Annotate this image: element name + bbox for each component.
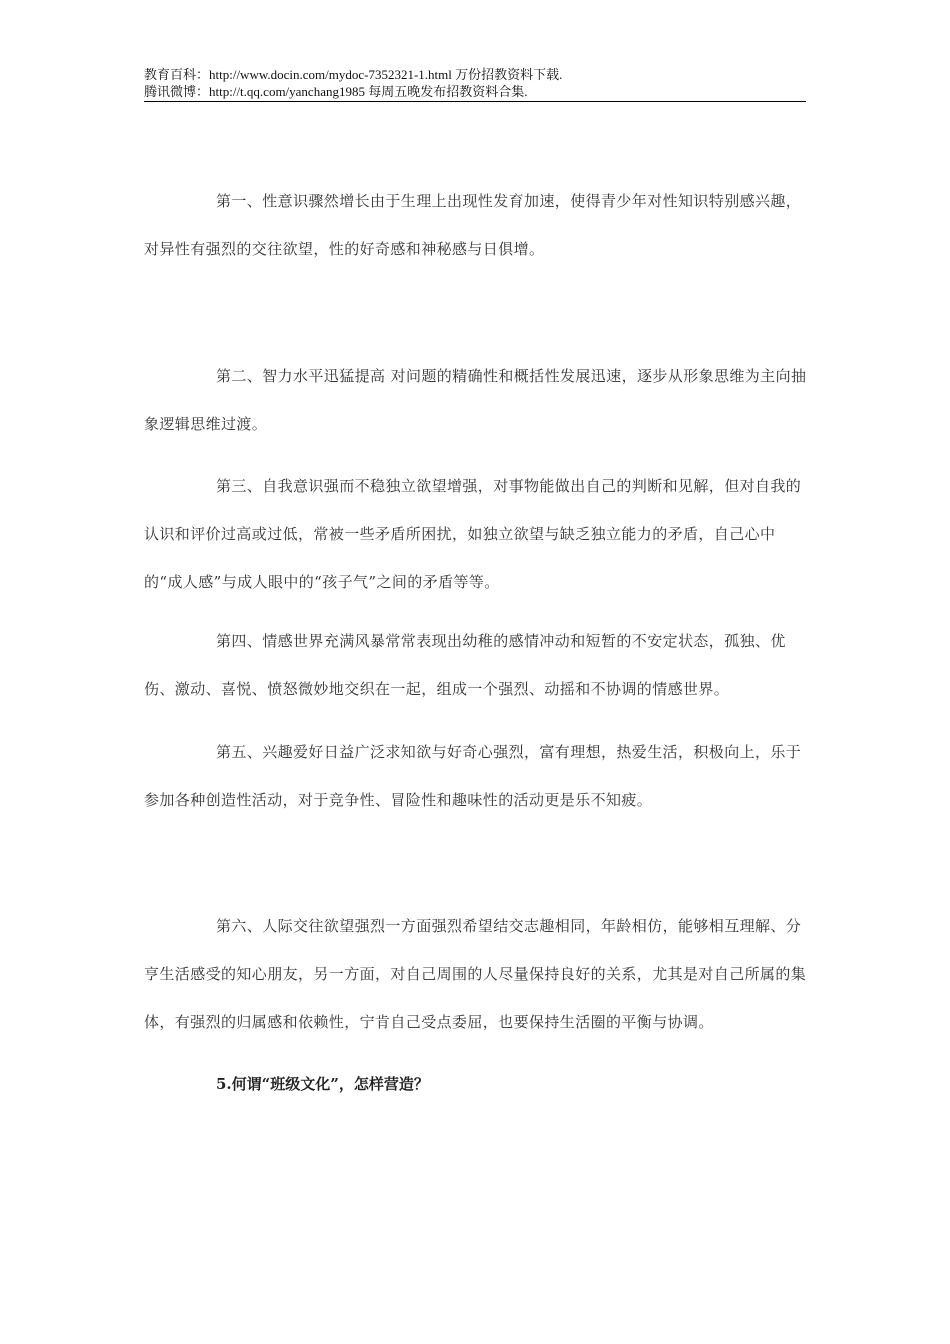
header-line-docin: 教育百科：http://www.docin.com/mydoc-7352321-1.html 万份招教资料下载. bbox=[144, 67, 563, 82]
paragraph-6: 第六、人际交往欲望强烈一方面强烈希望结交志趣相同，年龄相仿，能够相互理解、分亨生活感受的知心朋友，另一方面，对自己周围的人尽量保持良好的关系，尤其是对自己所属的集体，有强烈的归属感和依赖性，宁肯自己受点委屈，也要保持生活圈的平衡与协调。 bbox=[144, 917, 807, 1031]
paragraph-5: 第五、兴趣爱好日益广泛求知欲与好奇心强烈，富有理想，热爱生活，积极向上，乐于参加各种创造性活动，对于竞争性、冒险性和趣味性的活动更是乐不知疲。 bbox=[144, 743, 802, 809]
paragraph-2: 第二、智力水平迅猛提高 对问题的精确性和概括性发展迅速，逐步从形象思维为主向抽象逻辑思维过渡。 bbox=[144, 367, 807, 433]
paragraph-1: 第一、性意识骤然增长由于生理上出现性发育加速，使得青少年对性知识特别感兴趣，对异性有强烈的交往欲望，性的好奇感和神秘感与日俱增。 bbox=[144, 192, 802, 258]
paragraph-4: 第四、情感世界充满风暴常常表现出幼稚的感情冲动和短暂的不安定状态，孤独、优伤、激动、喜悦、愤怒微妙地交织在一起，组成一个强烈、动摇和不协调的情感世界。 bbox=[144, 632, 786, 698]
section-heading: 5.何谓“班级文化”，怎样营造？ bbox=[216, 1075, 429, 1093]
page-header bbox=[144, 66, 806, 102]
header-line-weibo: 腾讯微博：http://t.qq.com/yanchang1985 每周五晚发布招教资料合集. bbox=[144, 84, 528, 99]
paragraph-3: 第三、自我意识强而不稳独立欲望增强，对事物能做出自己的判断和见解，但对自我的认识和评价过高或过低，常被一些矛盾所困扰，如独立欲望与缺乏独立能力的矛盾，自己心中的“成人感”与成人眼中的“孩子气”之间的矛盾等等。 bbox=[144, 477, 802, 591]
